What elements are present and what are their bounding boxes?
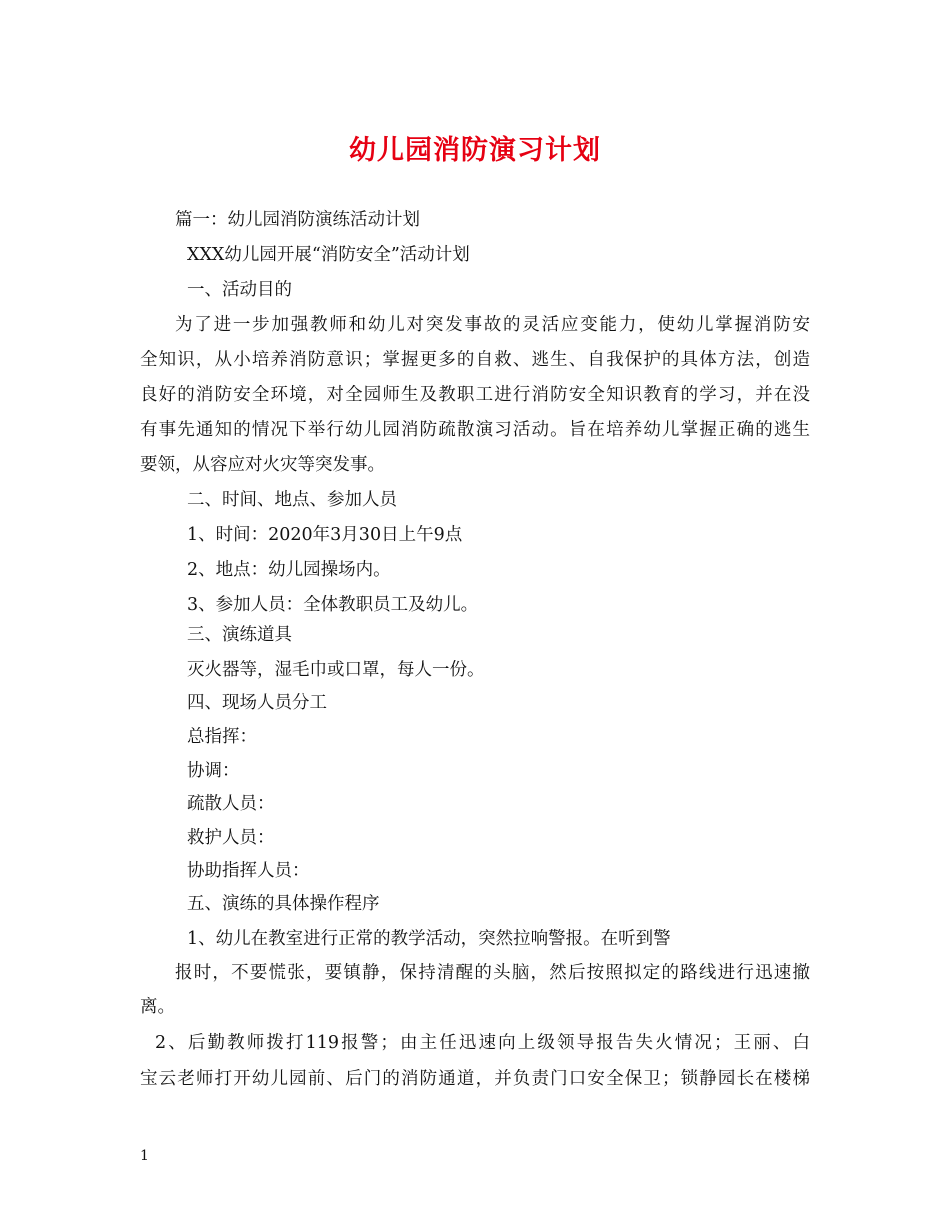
list-item-time: 1、时间：2020年3月30日上午9点 <box>187 525 463 545</box>
heading-purpose: 一、活动目的 <box>187 280 292 300</box>
role-commander: 总指挥： <box>187 727 257 747</box>
role-assistant: 协助指挥人员： <box>187 861 310 881</box>
props-text: 灭火器等，湿毛巾或口罩，每人一份。 <box>187 660 485 680</box>
plan-subtitle: XXX幼儿园开展“消防安全”活动计划 <box>187 245 470 265</box>
list-item-participants: 3、参加人员：全体教职员工及幼儿。 <box>187 595 479 615</box>
heading-procedure: 五、演练的具体操作程序 <box>187 894 380 914</box>
document-title: 幼儿园消防演习计划 <box>349 135 601 166</box>
list-item-place: 2、地点：幼儿园操场内。 <box>187 560 391 580</box>
page-number: 1 <box>140 1148 149 1164</box>
paragraph-line: 为了进一步加强教师和幼儿对突发事故的灵活应变能力，使幼儿掌握消防安 <box>175 315 810 335</box>
role-rescue: 救护人员： <box>187 828 275 848</box>
role-evacuation: 疏散人员： <box>187 794 275 814</box>
paragraph-line: 全知识，从小培养消防意识；掌握更多的自救、逃生、自我保护的具体方法，创造 <box>140 350 810 370</box>
procedure-line: 1、幼儿在教室进行正常的教学活动，突然拉响警报。在听到警 <box>187 929 671 949</box>
heading-props: 三、演练道具 <box>187 625 292 645</box>
paragraph-line: 要领，从容应对火灾等突发事。 <box>140 455 385 475</box>
procedure-line: 离。 <box>140 997 175 1017</box>
procedure-line: 报时，不要慌张，要镇静，保持清醒的头脑，然后按照拟定的路线进行迅速撤 <box>175 963 810 983</box>
section-heading: 篇一：幼儿园消防演练活动计划 <box>175 210 420 230</box>
heading-time-place: 二、时间、地点、参加人员 <box>187 490 397 510</box>
paragraph-line: 有事先通知的情况下举行幼儿园消防疏散演习活动。旨在培养幼儿掌握正确的逃生 <box>140 420 810 440</box>
procedure-line: 宝云老师打开幼儿园前、后门的消防通道，并负责门口安全保卫；锁静园长在楼梯 <box>140 1069 810 1089</box>
role-coordinator: 协调： <box>187 761 240 781</box>
paragraph-line: 良好的消防安全环境，对全园师生及教职工进行消防安全知识教育的学习，并在没 <box>140 385 810 405</box>
procedure-line: 2、后勤教师拨打119报警；由主任迅速向上级领导报告失火情况；王丽、白 <box>155 1033 810 1053</box>
heading-roles: 四、现场人员分工 <box>187 693 327 713</box>
